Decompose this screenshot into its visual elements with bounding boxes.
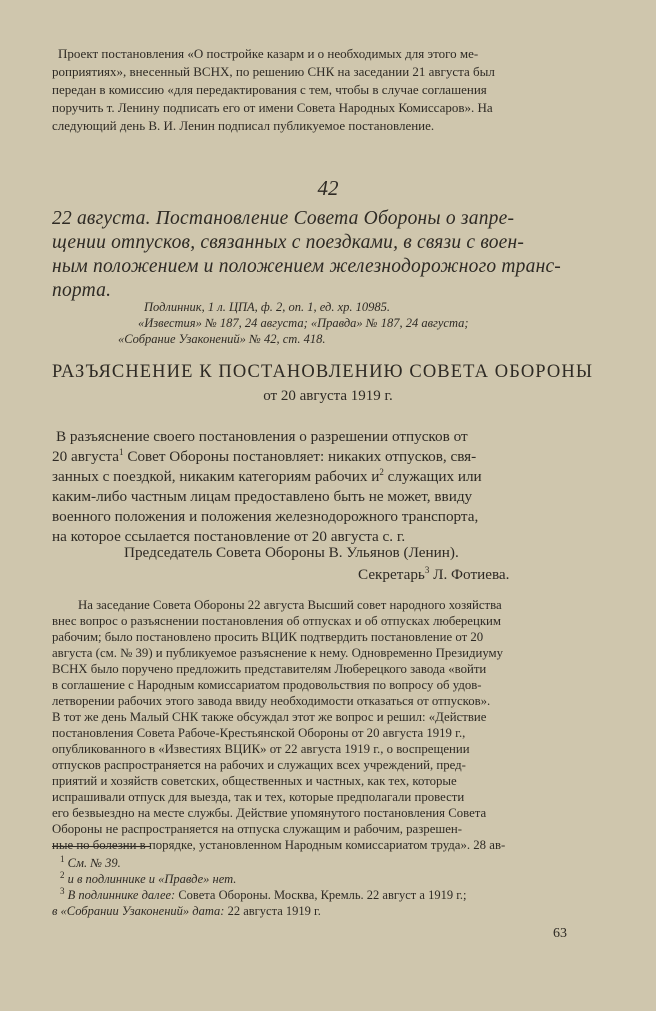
document-title: РАЗЪЯСНЕНИЕ К ПОСТАНОВЛЕНИЮ СОВЕТА ОБОРОНЫ bbox=[52, 362, 594, 382]
note-line: приятий и хозяйств советских, общественных и частных, как тех, которые bbox=[52, 774, 457, 788]
body-line: на которое ссылается постановление от 20 августа с. г. bbox=[52, 528, 406, 545]
body-line: занных с поездкой, никаким категориям рабочих $и^2$ служащих или bbox=[52, 466, 482, 485]
note-line: опубликованного в «Известиях ВЦИК» от 22 августа 1919 г., о воспрещении bbox=[52, 742, 470, 756]
source-line: «Собрание Узаконений» № 42, ст. 418. bbox=[118, 332, 326, 346]
intro-line: Проект постановления «О постройке казарм и о необходимых для этого ме- bbox=[58, 46, 479, 61]
heading-line: 22 августа. Постановление Совета Обороны о запре- bbox=[52, 208, 515, 229]
signature-chair: Председатель Совета Обороны В. Ульянов (Ленин). bbox=[124, 544, 459, 561]
intro-line: следующий день В. И. Ленин подписал публикуемое постановление. bbox=[52, 118, 435, 133]
footnote-ref: 3 bbox=[424, 564, 430, 575]
note-line: в соглашение с Народным комиссариатом продовольствия по вопросу об удов- bbox=[52, 678, 482, 692]
footnote-continued: в «Собрании Узаконений» дата: 22 августа 1919 г. bbox=[52, 904, 321, 918]
footnote: $^3$ В подлиннике далее: Совета Обороны. Москва, Кремль. 22 август а 1919 г.; bbox=[60, 885, 467, 902]
heading-line: порта. bbox=[52, 280, 112, 301]
footnote-divider bbox=[52, 846, 150, 847]
body-line: В разъяснение своего постановления о разрешении отпусков от bbox=[56, 428, 468, 445]
note-line: постановления Совета Рабоче-Крестьянской Обороны от 20 августа 1919 г., bbox=[52, 726, 466, 740]
note-line: летворении рабочих этого завода ввиду необходимости отказаться от отпусков». bbox=[52, 694, 491, 708]
note-line: На заседание Совета Обороны 22 августа Высший совет народного хозяйства bbox=[78, 598, 502, 612]
heading-line: щении отпусков, связанных с поездками, в связи с воен- bbox=[52, 232, 525, 253]
intro-line: поручить т. Ленину подписать его от имени Совета Народных Комиссаров». На bbox=[52, 100, 493, 115]
note-line: ные по болезни в порядке, установленном Народным комиссариатом труда». 28 ав- bbox=[52, 838, 506, 852]
note-line: Обороны не распространяется на отпуска служащим и рабочим, разрешен- bbox=[52, 822, 463, 836]
intro-line: роприятиях», внесенный ВСНХ, по решению СНК на заседании 21 августа был bbox=[52, 64, 495, 79]
note-line: рабочим; было постановлено просить ВЦИК подтвердить постановление от 20 bbox=[52, 630, 484, 644]
note-line: его безвыездно на месте службы. Действие упомянутого постановления Совета bbox=[52, 806, 487, 820]
body-line: военного положения и положения железнодорожного транспорта, bbox=[52, 508, 479, 525]
note-line: августа (см. № 39) и публикуемое разъяснение к нему. Одновременно Президиуму bbox=[52, 646, 504, 660]
note-line: внес вопрос о разъяснении постановления об отпусках и об отпусках люберецким bbox=[52, 614, 501, 628]
page-number: 63 bbox=[553, 926, 567, 941]
source-line: «Известия» № 187, 24 августа; «Правда» № 187, 24 августа; bbox=[138, 316, 469, 330]
note-line: отпусков распространяется на рабочих и служащих всех учреждений, пред- bbox=[52, 758, 466, 772]
document-date: от 20 августа 1919 г. bbox=[263, 388, 393, 404]
source-line: Подлинник, 1 л. ЦПА, ф. 2, оп. 1, ед. хр. 10985. bbox=[144, 300, 391, 314]
footnote-ref: 2 bbox=[379, 466, 384, 477]
document-number: 42 bbox=[317, 176, 339, 200]
note-line: ВСНХ было поручено предложить представителям Люберецкого завода «войти bbox=[52, 662, 487, 676]
footnote-ref: 1 bbox=[119, 446, 124, 457]
body-line: каким-либо частным лицам предоставлено быть не может, ввиду bbox=[52, 488, 473, 505]
intro-line: передан в комиссию «для передактирования с тем, чтобы в случае соглашения bbox=[52, 82, 487, 97]
footnote: $^2$ и в подлиннике и «Правде» нет. bbox=[60, 869, 237, 886]
heading-line: ным положением и положением железнодорожного транс- bbox=[52, 256, 562, 277]
note-line: В тот же день Малый СНК также обсуждал этот же вопрос и решил: «Действие bbox=[52, 710, 487, 724]
signature-secretary: Секретарь$^3$ Л. Фотиева. bbox=[358, 564, 510, 583]
footnote: $^1$ См. № 39. bbox=[60, 853, 121, 870]
body-line: 20 августа$^1$ Совет Обороны постановляет: никаких отпусков, свя- bbox=[52, 446, 477, 465]
note-line: испрашивали отпуск для выезда, так и тех, которые предполагали провести bbox=[52, 790, 465, 804]
